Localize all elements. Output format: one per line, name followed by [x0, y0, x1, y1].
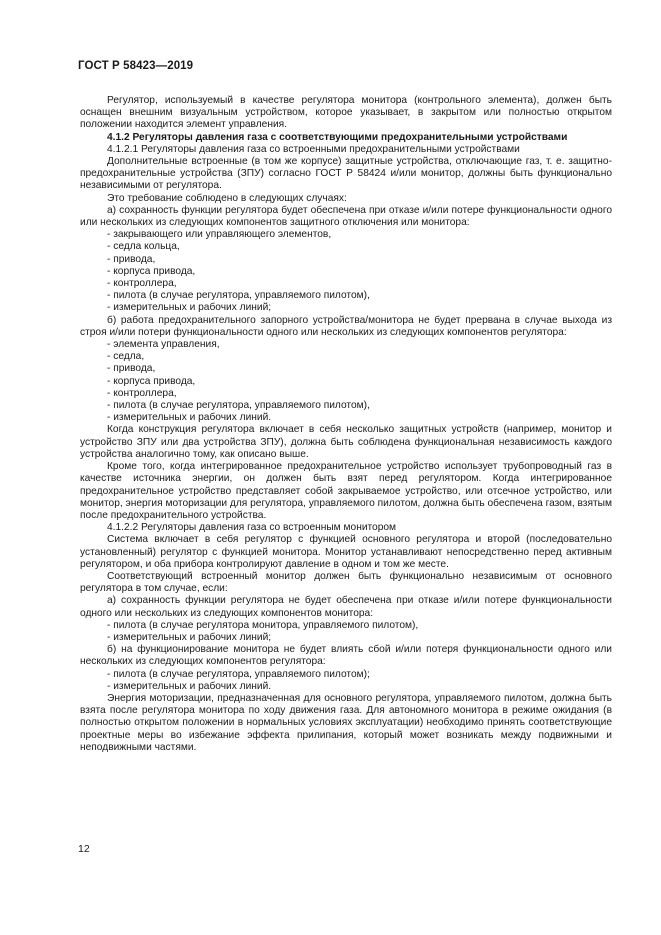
document-body: [80, 95, 612, 754]
paragraph: а) сохранность функции регулятора не будет обеспечена при отказе и/или потере функциональности одного или нескольких из следующих компонентов монитора:: [80, 595, 612, 619]
paragraph: Система включает в себя регулятор с функцией основного регулятора и второй (последовательно установленный) регулятор с функцией монитора. Монитор устанавливают непосредственно перед активным регулятором, и оба прибора контролируют давление в одном и том же месте.: [80, 534, 612, 570]
paragraph: б) на функционирование монитора не будет влиять сбой и/или потеря функциональности одного или нескольких из следующих компонентов регулятора:: [80, 644, 612, 668]
list-item: - контроллера,: [107, 278, 177, 290]
list-item: - привода,: [107, 253, 156, 265]
paragraph: Кроме того, когда интегрированное предохранительное устройство использует трубопроводный газ в качестве источника энергии, он должен быть взят перед регулятором. Когда интегрированное предохранительное устройство представляет собой закрываемое устройство, или отсечное устройство, или монитор, энергия моторизации для регулятора, управляемого пилотом, должна быть обеспечена газом, взятым после предохранительного устройства.: [80, 461, 612, 521]
section-heading: 4.1.2 Регуляторы давления газа с соответствующими предохранительными устройствами: [107, 131, 568, 143]
list-item: - седла кольца,: [107, 241, 180, 253]
paragraph: б) работа предохранительного запорного устройства/монитора не будет прервана в случае выхода из строя и/или потери функциональности одного или нескольких из следующих компонентов регулятора:: [80, 314, 612, 338]
paragraph: Это требование соблюдено в следующих случаях:: [107, 192, 347, 204]
list-item: - привода,: [107, 363, 156, 375]
document-header: ГОСТ Р 58423—2019: [78, 60, 194, 72]
list-item: - пилота (в случае регулятора, управляемого пилотом);: [107, 668, 370, 680]
subsection-heading: 4.1.2.1 Регуляторы давления газа со встроенными предохранительными устройствами: [107, 143, 520, 155]
list-item: - седла,: [107, 351, 145, 363]
list-item: - пилота (в случае регулятора монитора, управляемого пилотом),: [107, 619, 419, 631]
list-item: - контроллера,: [107, 387, 177, 399]
list-item: - корпуса привода,: [107, 375, 196, 387]
list-item: - измерительных и рабочих линий.: [107, 680, 272, 692]
paragraph: Соответствующий встроенный монитор должен быть функционально независимым от основного регулятора в том случае, если:: [80, 570, 612, 595]
list-item: - корпуса привода,: [107, 265, 196, 277]
list-item: - измерительных и рабочих линий;: [107, 302, 272, 314]
paragraph: Дополнительные встроенные (в том же корпусе) защитные устройства, отключающие газ, т. е. защитно-предохранительные устройства (ЗПУ) согласно ГОСТ Р 58424 и/или монитор, должны быть функционально независимыми от регулятора.: [80, 156, 612, 192]
paragraph: Регулятор, используемый в качестве регулятора монитора (контрольного элемента), должен быть оснащен внешним визуальным устройством, которое указывает, в закрытом или полностью открытом положении находится элемент управления.: [80, 95, 612, 131]
list-item: - пилота (в случае регулятора, управляемого пилотом),: [107, 290, 370, 302]
list-item: - элемента управления,: [107, 339, 220, 351]
paragraph: Энергия моторизации, предназначенная для основного регулятора, управляемого пилотом, должна быть взята после регулятора монитора по ходу движения газа. Для автономного монитора в режиме ожидания (в полностью открытом положении в нормальных условиях эксплуатации) необходимо принять соответствующие проектные меры во избежание эффекта прилипания, который может возникать между подвижными и неподвижными частями.: [80, 692, 612, 753]
paragraph: Когда конструкция регулятора включает в себя несколько защитных устройств (например, монитор и устройство ЗПУ или два устройства ЗПУ), должна быть соблюдена функциональная независимость каждого устройства аналогично тому, как описано выше.: [80, 424, 612, 460]
list-item: - закрывающего или управляющего элементов,: [107, 229, 332, 241]
list-item: - измерительных и рабочих линий;: [107, 631, 272, 643]
subsection-heading: 4.1.2.2 Регуляторы давления газа со встроенным монитором: [107, 522, 397, 534]
paragraph: а) сохранность функции регулятора будет обеспечена при отказе и/или потере функциональности одного или нескольких из следующих компонентов защитного отключения или монитора:: [80, 204, 612, 229]
list-item: - измерительных и рабочих линий.: [107, 412, 272, 424]
page-number: 12: [78, 843, 90, 855]
list-item: - пилота (в случае регулятора, управляемого пилотом),: [107, 400, 370, 412]
